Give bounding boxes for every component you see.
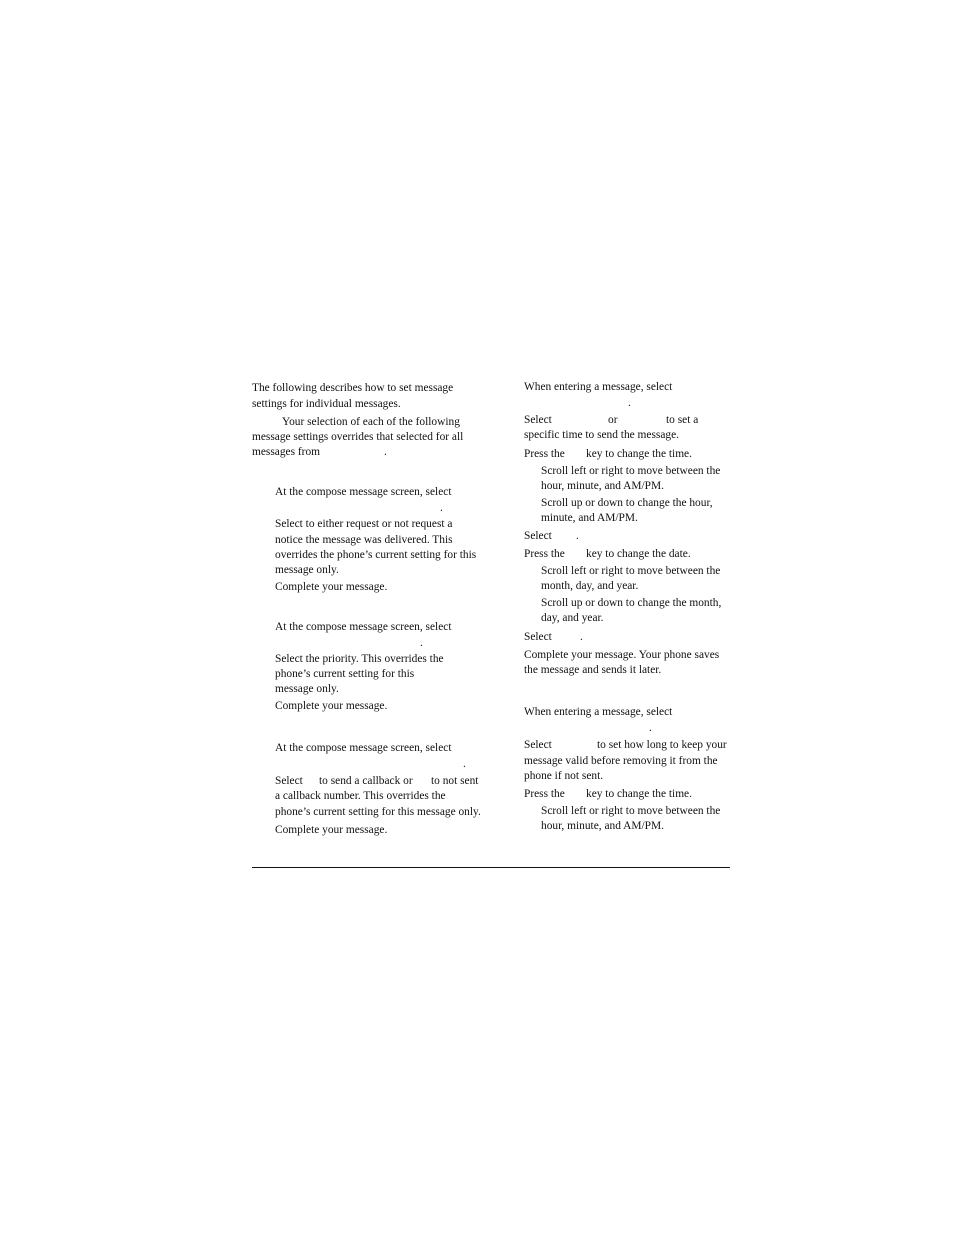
- intro-line-2: settings for individual messages.: [252, 398, 401, 410]
- delivery-step-1: At the compose message screen, select: [275, 486, 452, 498]
- callback-step-3: Complete your message.: [275, 824, 388, 836]
- send-later-sub-3-line-3: Scroll up or down to change the hour,: [541, 497, 713, 509]
- callback-step-2-select: Select: [275, 775, 303, 787]
- send-later-step-6-end: .: [580, 631, 583, 643]
- validity-step-2-select: Select: [524, 739, 552, 751]
- send-later-step-4-select: Select: [524, 530, 552, 542]
- send-later-sub-5-line-4: day, and year.: [541, 612, 604, 624]
- priority-step-1: At the compose message screen, select: [275, 621, 452, 633]
- send-later-step-5-press: Press the: [524, 548, 565, 560]
- footer-rule: [252, 867, 730, 868]
- validity-step-2-line-2: message valid before removing it from the: [524, 755, 718, 767]
- priority-step-2-line-2: phone’s current setting for this: [275, 668, 415, 680]
- callback-step-2-line-2: a callback number. This overrides the: [275, 790, 446, 802]
- priority-step-3: Complete your message.: [275, 700, 388, 712]
- callback-step-2-line-3: phone’s current setting for this message only.: [275, 806, 481, 818]
- note-line-2: message settings overrides that selected for all: [252, 431, 464, 443]
- delivery-step-1-end: .: [440, 502, 443, 514]
- validity-step-2-end: to set how long to keep your: [597, 739, 727, 751]
- send-later-sub-3-line-2: hour, minute, and AM/PM.: [541, 480, 664, 492]
- callback-step-1: At the compose message screen, select: [275, 742, 452, 754]
- callback-step-2-end: to not sent: [431, 775, 479, 787]
- send-later-sub-5-line-1: Scroll left or right to move between the: [541, 565, 721, 577]
- intro-line-1: The following describes how to set message: [252, 382, 454, 394]
- delivery-step-2-line-1: Select to either request or not request a: [275, 518, 453, 530]
- send-later-step-7-line-1: Complete your message. Your phone saves: [524, 649, 720, 661]
- validity-step-3-end: key to change the time.: [586, 788, 692, 800]
- note-line-1: Your selection of each of the following: [282, 416, 460, 428]
- send-later-step-3-end: key to change the time.: [586, 448, 692, 460]
- send-later-sub-5-line-3: Scroll up or down to change the month,: [541, 597, 722, 609]
- callback-step-2-mid: to send a callback or: [319, 775, 413, 787]
- delivery-step-3: Complete your message.: [275, 581, 388, 593]
- validity-step-1: When entering a message, select: [524, 706, 673, 718]
- send-later-step-2-select: Select: [524, 414, 552, 426]
- send-later-step-1: When entering a message, select: [524, 381, 673, 393]
- note-line-3-end: .: [384, 446, 387, 458]
- delivery-step-2-line-3: overrides the phone’s current setting for this: [275, 549, 477, 561]
- callback-step-1-end: .: [463, 758, 466, 770]
- validity-sub-3-line-1: Scroll left or right to move between the: [541, 805, 721, 817]
- priority-step-1-end: .: [420, 637, 423, 649]
- delivery-step-2-line-2: notice the message was delivered. This: [275, 534, 453, 546]
- validity-step-3-press: Press the: [524, 788, 565, 800]
- note-line-3: messages from: [252, 446, 321, 458]
- validity-sub-3-line-2: hour, minute, and AM/PM.: [541, 820, 664, 832]
- send-later-sub-5-line-2: month, day, and year.: [541, 580, 639, 592]
- send-later-step-2-line-2: specific time to send the message.: [524, 429, 679, 441]
- priority-step-2-line-1: Select the priority. This overrides the: [275, 653, 444, 665]
- delivery-step-2-line-4: message only.: [275, 564, 339, 576]
- send-later-step-6-select: Select: [524, 631, 552, 643]
- validity-step-1-end: .: [649, 722, 652, 734]
- send-later-step-1-end: .: [628, 397, 631, 409]
- send-later-step-2-end: to set a: [666, 414, 699, 426]
- send-later-sub-3-line-4: minute, and AM/PM.: [541, 512, 638, 524]
- send-later-step-4-end: .: [576, 530, 579, 542]
- send-later-sub-3-line-1: Scroll left or right to move between the: [541, 465, 721, 477]
- send-later-step-3-press: Press the: [524, 448, 565, 460]
- send-later-step-2-or: or: [608, 414, 618, 426]
- validity-step-2-line-3: phone if not sent.: [524, 770, 604, 782]
- priority-step-2-line-3: message only.: [275, 683, 339, 695]
- send-later-step-5-end: key to change the date.: [586, 548, 691, 560]
- send-later-step-7-line-2: the message and sends it later.: [524, 664, 662, 676]
